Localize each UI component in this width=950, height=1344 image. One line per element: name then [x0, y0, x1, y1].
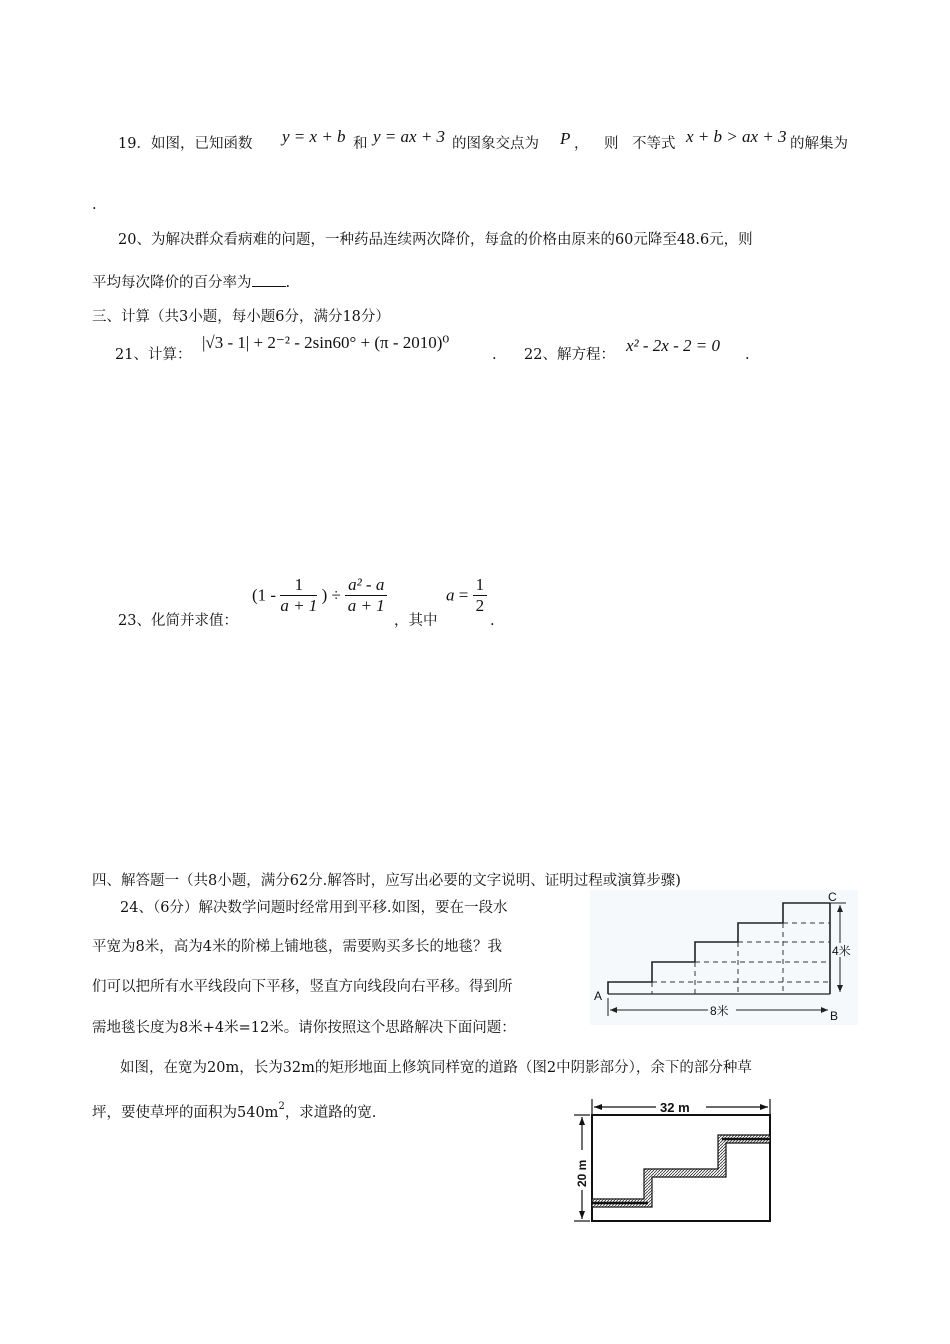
- width-label: 8米: [710, 1004, 729, 1018]
- q19-tail: 的解集为: [790, 136, 848, 152]
- q21-expression: |√3 - 1| + 2⁻² - 2sin60° + (π - 2010)⁰: [202, 333, 450, 352]
- q24-line-6-post: ，求道路的宽.: [284, 1105, 377, 1121]
- q19-comma: ，: [574, 136, 589, 152]
- q19-ineq-lead: 不等式: [632, 136, 676, 152]
- q19-inequality: x + b > ax + 3: [686, 127, 787, 146]
- q20-line-2: [92, 272, 290, 293]
- q19-point-p: P: [560, 129, 571, 148]
- q20-line-1: 20、为解决群众看病难的问题，一种药品连续两次降价，每盒的价格由原来的60元降至48.6元，则: [118, 232, 753, 248]
- q19-mid: 的图象交点为: [452, 136, 539, 152]
- q22-end: .: [745, 347, 750, 363]
- q22-equation: x² - 2x - 2 = 0: [626, 336, 720, 355]
- q23-where: ，其中: [394, 613, 438, 629]
- section-4-heading: 四、解答题一（共8小题，满分62分.解答时，应写出必要的文字说明、证明过程或演算步骤): [92, 873, 681, 889]
- q23-label: 23、化简并求值：: [118, 613, 238, 629]
- fraction-1-denominator: a + 1: [280, 596, 318, 615]
- q22-label: 22、解方程：: [524, 347, 615, 363]
- variable-a: a: [446, 585, 455, 605]
- q24-line-6: [92, 1097, 376, 1123]
- q24-line-3: 们可以把所有水平线段向下平移，竖直方向线段向右平移。得到所: [92, 979, 513, 995]
- q23-value: a = $\frac{1}{2}$: [446, 575, 487, 616]
- q19-number: 19．如图，已知函数: [118, 136, 253, 152]
- q19-line: [118, 134, 252, 154]
- q19-function-2: y = ax + 3: [373, 127, 446, 146]
- point-a: A: [594, 989, 603, 1003]
- fraction-1: [280, 575, 317, 616]
- q20-line-2-text: 平均每次降价的百分率为: [92, 275, 252, 291]
- fraction-2-denominator: a + 1: [347, 596, 385, 615]
- q24-line-2: 平宽为8米，高为4米的阶梯上铺地毯，需要购买多长的地毯？我: [92, 939, 502, 955]
- q19-and: 和: [353, 136, 368, 152]
- length-label: 32 m: [660, 1100, 690, 1115]
- half-numerator: 1: [473, 575, 488, 596]
- superscript: 2: [278, 1101, 285, 1112]
- answer-blank: [252, 272, 286, 287]
- q20-end: .: [285, 275, 291, 291]
- stairs-figure: [590, 890, 858, 1025]
- half-denominator: 2: [475, 596, 485, 615]
- q19-dot: .: [92, 197, 97, 213]
- q24-line-1: 24、（6分）解决数学问题时经常用到平移.如图，要在一段水: [120, 900, 508, 916]
- q24-line-4: 需地毯长度为8米+4米=12米。请你按照这个思路解决下面问题：: [92, 1020, 516, 1036]
- fraction-2-numerator: a² - a: [345, 575, 387, 596]
- q23-expression: (1 - $\frac{1}{a + 1}$ ) ÷ $\frac{\text{a² - a}}{a + 1}$: [252, 575, 387, 616]
- point-b: B: [830, 1009, 839, 1023]
- point-c: C: [828, 890, 837, 904]
- q24-line-6-pre: 坪，要使草坪的面积为540m: [92, 1105, 279, 1121]
- q21-label: 21、计算：: [115, 347, 192, 363]
- width-label: 20 m: [575, 1159, 589, 1187]
- section-3-heading: 三、计算（共3小题，每小题6分，满分18分）: [92, 309, 390, 325]
- field-figure: [570, 1095, 782, 1227]
- fraction-1-numerator: 1: [280, 575, 317, 596]
- q19-function-1: y = x + b: [282, 127, 346, 146]
- fraction-half: [473, 575, 488, 616]
- height-label: 4米: [832, 944, 851, 958]
- fraction-2: [345, 575, 387, 616]
- q23-end: .: [490, 613, 495, 629]
- q24-line-5: 如图，在宽为20m，长为32m的矩形地面上修筑同样宽的道路（图2中阴影部分），余下的部分种草: [120, 1060, 752, 1076]
- q21-end: .: [492, 347, 497, 363]
- q19-then: 则: [604, 136, 619, 152]
